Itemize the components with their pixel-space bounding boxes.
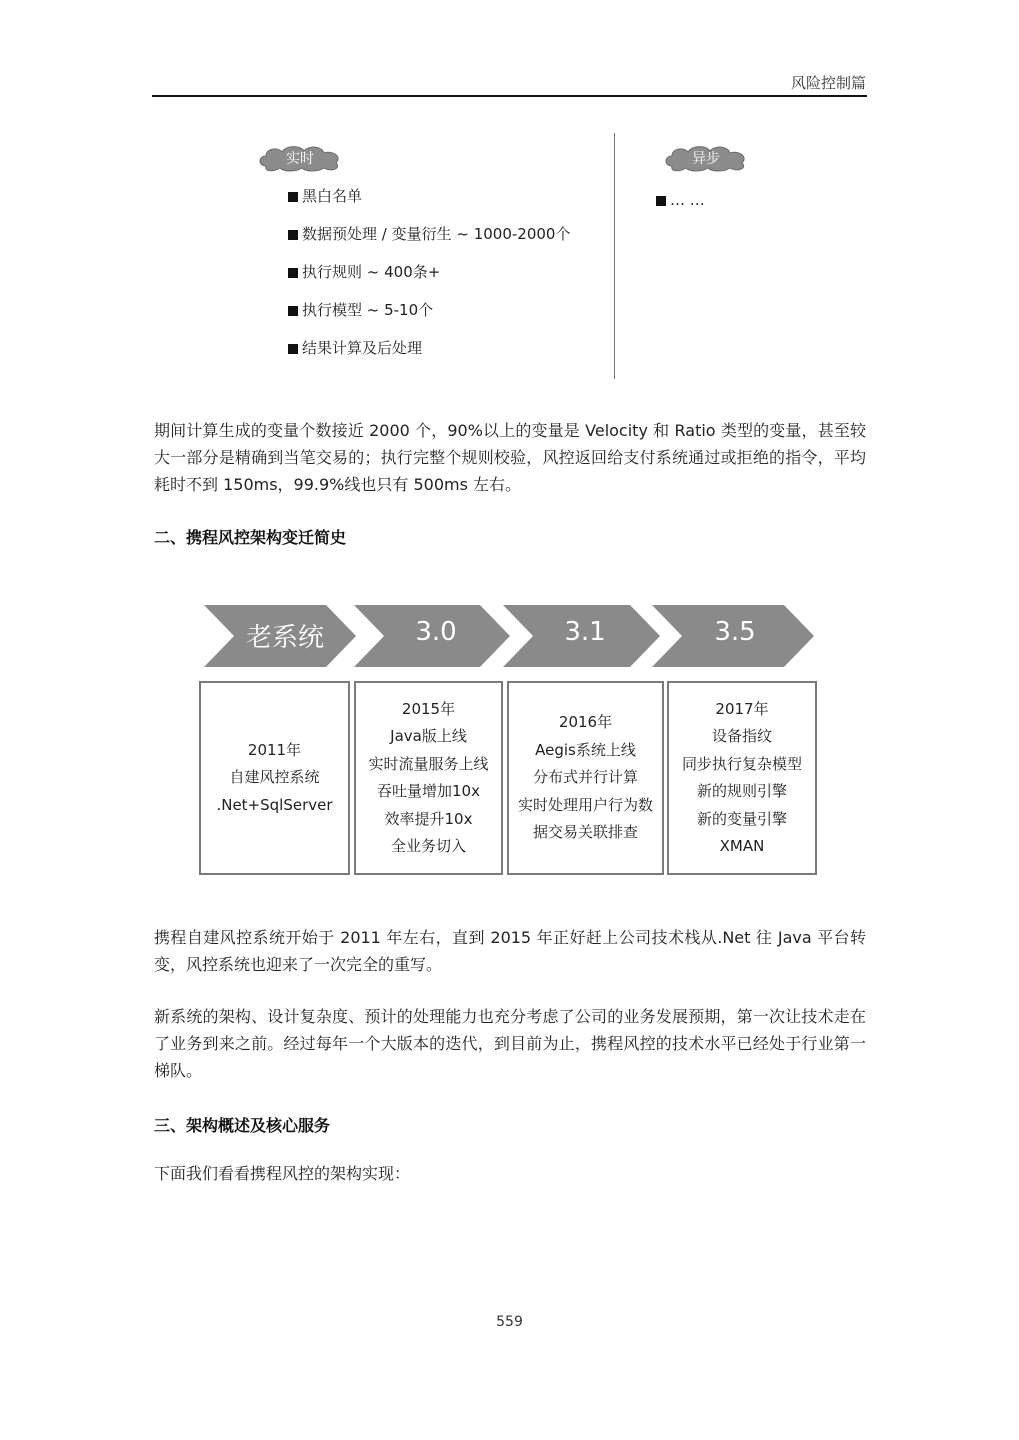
stage-detail: 据交易关联排查 — [532, 823, 638, 842]
realtime-item: 执行规则 ~ 400条+ — [288, 261, 440, 282]
paragraph-new-system: 新系统的架构、设计复杂度、预计的处理能力也充分考虑了公司的业务发展预期，第一次让技术走在了业务到来之前。经过每年一个大版本的迭代，到目前为止，携程风控的技术水平已经处于行业第一梯队。 — [154, 1007, 866, 1080]
realtime-cloud-label: 实时 — [286, 151, 314, 167]
stage-detail: Java版上线 — [390, 727, 467, 745]
square-bullet-icon — [288, 268, 298, 278]
square-bullet-icon — [288, 306, 298, 316]
stage-detail: 2017年 — [715, 699, 769, 718]
stage-box-3-5 — [667, 681, 817, 875]
async-item: … … — [656, 191, 705, 209]
async-cloud-badge — [662, 144, 750, 172]
realtime-cloud-badge — [256, 144, 344, 172]
stage-detail: 实时流量服务上线 — [368, 754, 489, 773]
square-bullet-icon — [288, 192, 298, 202]
stage-detail: 新的变量引擎 — [696, 809, 787, 828]
stage-detail: 新的规则引擎 — [696, 782, 787, 800]
stage-box-3-1 — [507, 681, 664, 875]
async-cloud-label: 异步 — [692, 151, 720, 167]
stage-detail: 实时处理用户行为数 — [517, 795, 653, 814]
realtime-item: 执行模型 ~ 5-10个 — [288, 299, 433, 320]
section-heading-history: 二、携程风控架构变迁简史 — [154, 528, 347, 547]
stage-detail: 同步执行复杂模型 — [681, 754, 802, 773]
stage-label: 3.0 — [415, 617, 457, 647]
header-rule — [152, 95, 867, 97]
stage-detail: Aegis系统上线 — [535, 740, 636, 759]
stage-detail: 2016年 — [558, 713, 613, 732]
paragraph-intro-architecture: 下面我们看看携程风控的架构实现： — [154, 1164, 411, 1183]
stage-detail: .Net+SqlServer — [216, 795, 333, 814]
realtime-item: 结果计算及后处理 — [288, 337, 422, 358]
stage-detail: 分布式并行计算 — [532, 768, 638, 787]
stage-box-old — [199, 681, 350, 875]
stage-label: 3.5 — [714, 617, 756, 647]
realtime-item: 黑白名单 — [288, 185, 362, 206]
paragraph-history: 携程自建风控系统开始于 2011 年左右，直到 2015 年正好赶上公司技术栈从.Net 往 Java 平台转变，风控系统也迎来了一次完全的重写。 — [154, 928, 866, 974]
paragraph-metrics: 期间计算生成的变量个数接近 2000 个，90%以上的变量是 Velocity 和 Ratio 类型的变量，甚至较大一部分是精确到当笔交易的；执行完整个规则校验，风控返回给支付系统通过或拒绝的指令，平均耗时不到 150ms，99.9%线也只有 500ms 左右。 — [154, 421, 866, 494]
stage-detail: 效率提升10x — [384, 809, 473, 828]
stage-detail: XMAN — [719, 837, 765, 855]
square-bullet-icon — [288, 230, 298, 240]
realtime-item: 数据预处理 / 变量衍生 ~ 1000-2000个 — [288, 223, 570, 244]
page-header-title: 风险控制篇 — [790, 74, 866, 92]
stage-box-3-0 — [354, 681, 503, 875]
stage-label: 3.1 — [564, 617, 606, 647]
stage-detail: 2015年 — [401, 699, 456, 718]
stage-detail: 全业务切入 — [390, 837, 466, 855]
stage-detail: 设备指纹 — [711, 727, 772, 745]
stage-detail: 自建风控系统 — [229, 768, 320, 787]
column-divider — [614, 133, 615, 379]
stage-detail: 吞吐量增加10x — [377, 782, 480, 800]
square-bullet-icon — [288, 344, 298, 354]
stage-label: 老系统 — [245, 623, 324, 653]
page-number: 559 — [496, 1314, 523, 1330]
section-heading-architecture: 三、架构概述及核心服务 — [154, 1116, 331, 1135]
stage-detail: 2011年 — [247, 740, 302, 759]
square-bullet-icon — [656, 196, 666, 206]
